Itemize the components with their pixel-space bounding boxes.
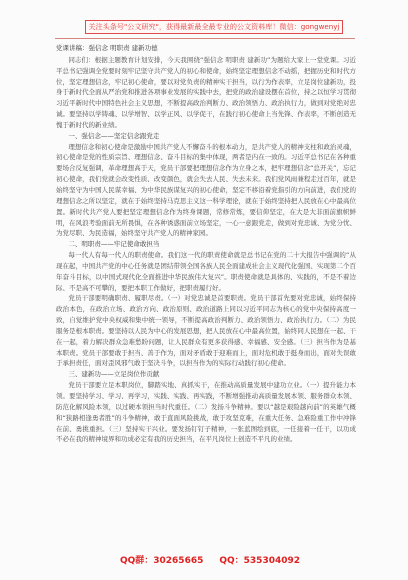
qq-group-number: QQ群：30265665 [119,556,204,566]
paragraph: 同志们：根据主题教育计划安排，今天我围绕“强信念 明职责 建新功”为题给大家上一堂党课。习近平总书记强调全党要时刻牢记坚守共产党人的初心和使命，始终坚定理想信念不动摇，把握历史和时代方位，坚定理想信念，牢记初心使命，要以对党负责的精神实干担当，以行为作表率，立足岗位建新功，投身于新时代全面从严治党和推进各项事业发展的实践中去，把党的政治建设摆在首位，持之以恒学习贯彻习近平新时代中国特色社会主义思想，不断提高政治判断力、政治领悟力、政治执行力，做到对党绝对忠诚。要坚持以学铸魂、以学增智、以学正风、以学促干，在践行初心使命上当先锋、作表率，不断创造无愧于新时代的新业绩。 [56,55,356,129]
document-body [56,43,356,543]
paragraph: 理想信念和初心使命是激励中国共产党人不懈奋斗的根本动力，是共产党人的精神支柱和政治灵魂，初心使命是党的性质宗旨、理想信念、奋斗目标的集中体现，两者是内在一致的。习近平总书记在各种重要场合反复强调，革命理想高于天，党员干部要把理想信念作为立身之本，把牢理想信念“总开关”，忘记初心使命，我们党就会改变性质、改变颜色，就会失去人民、失去未来。我们党风雨兼程走过百年，就是始终坚守为中国人民谋幸福、为中华民族谋复兴的初心使命，坚定不移沿着党指引的方向前进，我们党的理想信念之所以坚定，就在于始终坚持马克思主义这一科学理论，就在于始终坚持把人民放在心中最高位置。新时代共产党人要把坚定理想信念作为终身课题，常修常炼，要信仰坚定，在大是大非面前旗帜鲜明，在风浪考验面前无所畏惧，在各种诱惑面前立场坚定，一心一意跟党走，做到对党忠诚、为党分忧、为党尽职、为民造福，始终坚守共产党人的精神家园。 [56,142,356,238]
contact-footer [90,553,330,566]
promo-banner[interactable] [85,20,343,34]
header-divider [55,38,355,39]
section-heading: 一、强信念——坚定信念跟党走 [68,131,160,140]
section-heading: 二、明职责——牢记使命敢担当 [68,240,160,249]
promo-banner-text: 关注头条号"公文研究"，获得最新最全最专业的公文资料库！微信：gongwenyj [88,22,340,31]
paragraph: 党员干部要立足本职岗位，脚踏实地、真抓实干，在推动高质量发展中建功立业。（一）提升能力本领。要坚持学习、学习、再学习，实践、实践、再实践，不断增强推动高质量发展本领、服务群众本领、防范化解风险本领，以过硬本领担当时代重任。（二）发扬斗争精神。要以“越是艰险越向前”的英雄气概和“狭路相逢勇者胜”的斗争精神，敢于直面风险挑战，敢于攻坚克难，在重大任务、急难险重工作中冲锋在前、勇挑重担。（三）坚持实干兴业。要发扬钉钉子精神，一张蓝图绘到底，一任接着一任干，以功成不必在我的精神境界和功成必定有我的历史担当，在平凡岗位上创造不平凡的业绩。 [56,381,356,444]
section-heading: 三、建新功——立足岗位作贡献 [68,370,160,379]
paragraph: 每一代人有每一代人的职责使命。我们这一代的职责使命就是总书记在党的二十大报告中强调的“从现在起，中国共产党的中心任务就是团结带领全国各族人民全面建成社会主义现代化强国、实现第二个百年奋斗目标，以中国式现代化全面推进中华民族伟大复兴”。职责使命就是具体的、实践的，不是不着边际、不是高不可攀的，要把本职工作做好，把职责履行好。 [56,251,356,292]
qq-number: QQ：535304092 [219,556,301,566]
paragraph: 党员干部要明确职责、履职尽责。（一）对党忠诚是首要职责。党员干部首先要对党忠诚，始终保持政治本色，在政治立场、政治方向、政治原则、政治道路上同以习近平同志为核心的党中央保持高度一致，自觉维护党中央权威和集中统一领导，不断提高政治判断力、政治领悟力、政治执行力。（二）为民服务是根本职责。要坚持以人民为中心的发展思想，把人民放在心中最高位置，始终同人民想在一起、干在一起，着力解决群众急难愁盼问题，让人民群众有更多获得感、幸福感、安全感。（三）担当作为是基本职责。党员干部要敢于担当、善于作为，面对矛盾敢于迎难而上，面对危机敢于挺身而出，面对失误敢于承担责任，面对歪风邪气敢于坚决斗争，以担当作为的实际行动践行初心使命。 [56,294,356,368]
document-title: 党课讲稿：强信念 明职责 建新功德 [56,44,158,52]
